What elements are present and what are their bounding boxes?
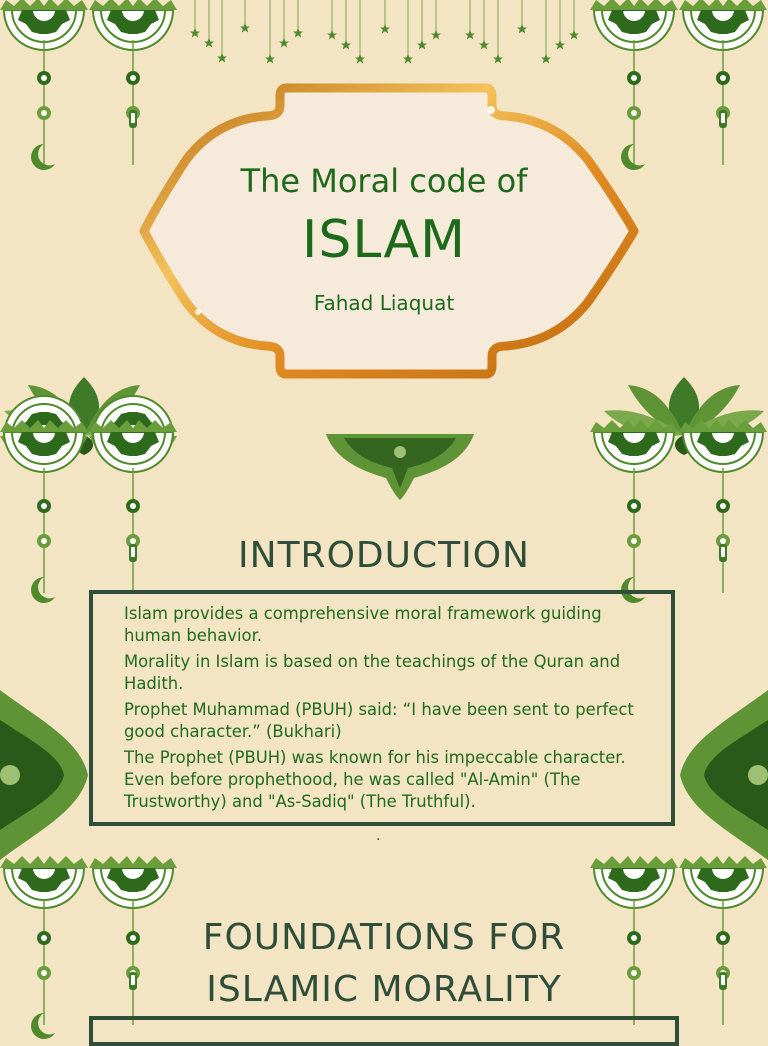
list-item: Islam provides a comprehensive moral framework guiding human behavior. [124,604,602,645]
introduction-list [124,603,636,817]
list-item: Prophet Muhammad (PBUH) said: “I have been sent to perfect good character.” (Bukhari) [124,700,634,741]
hanging-stars-decoration [180,0,590,70]
trailing-dot: . [376,828,381,844]
list-item: Morality in Islam is based on the teachings of the Quran and Hadith. [124,652,621,693]
title-line-1: The Moral code of [240,162,528,200]
author-name: Fahad Liaquat [313,291,455,315]
right-lotus-partial [680,690,768,860]
foundations-box [89,1016,679,1046]
left-lotus-partial [0,690,90,860]
title-main: ISLAM [302,210,466,270]
list-item: The Prophet (PBUH) was known for his impeccable character. Even before prophethood, he was called "Al-Amin" (The Trustworthy) and "As-Sadiq" (The Truthful). [124,748,626,811]
foundations-heading-line-1: FOUNDATIONS FOR [202,917,566,958]
introduction-heading: INTRODUCTION [238,535,530,576]
center-mandala-ornament [324,432,476,502]
foundations-heading-line-2: ISLAMIC MORALITY [206,969,562,1010]
foundations-heading [0,912,768,1016]
